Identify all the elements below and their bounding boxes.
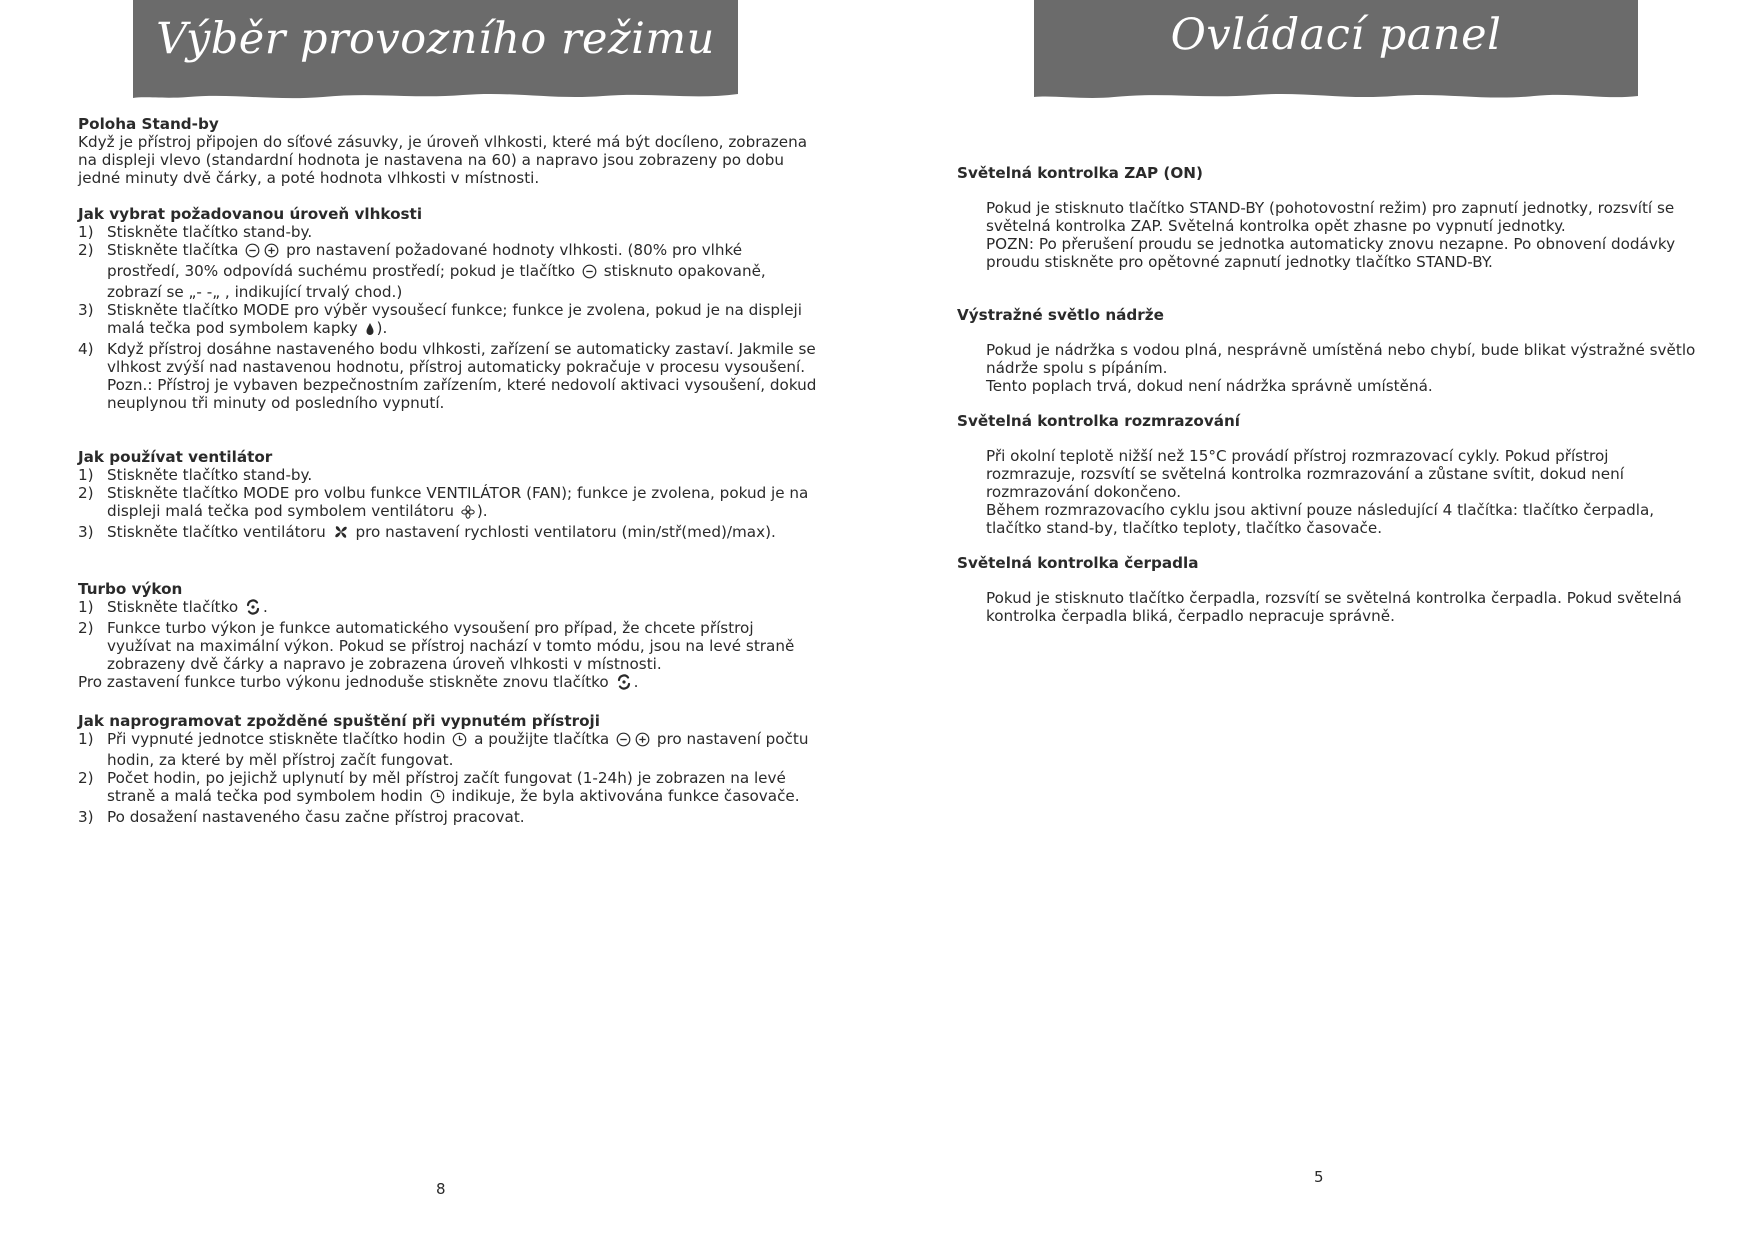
fan-title: Jak používat ventilátor xyxy=(78,448,273,466)
turbo-title: Turbo výkon xyxy=(78,580,183,598)
list-item: 3) Stiskněte tlačítko ventilátoru pro nastavení rychlosti ventilatoru (min/stř(med)/max). xyxy=(78,523,818,544)
list-item: 2) Stiskněte tlačítka pro nastavení požadované hodnoty vlhkosti. (80% pro vlhké prostředí, 30% odpovídá suchému prostředí; pokud je tlačítko stisknuto opakovaně, zobrazí se „- -„ , indikující trvalý chod.) xyxy=(78,241,766,301)
list-item: 1) Stiskněte tlačítko . xyxy=(78,598,818,619)
list-item: 2) Stiskněte tlačítko MODE pro volbu funkce VENTILÁTOR (FAN); funkce je zvolena, pokud je na displeji malá tečka pod symbolem ventilátoru ). xyxy=(78,484,818,523)
section-title: Světelná kontrolka rozmrazování xyxy=(957,412,1240,430)
minus-circle-icon xyxy=(582,264,597,283)
plus-circle-icon xyxy=(635,732,650,751)
timer-list xyxy=(78,730,818,826)
left-banner xyxy=(133,0,738,92)
minus-circle-icon xyxy=(616,732,631,751)
page-number: 8 xyxy=(436,1180,446,1198)
standby-title: Poloha Stand-by xyxy=(78,115,219,133)
right-banner-title: Ovládací panel xyxy=(1170,10,1502,60)
fan-list xyxy=(78,466,818,544)
plus-circle-icon xyxy=(264,243,279,262)
tank-warning-section xyxy=(957,306,1702,395)
turbo-stop-text: Pro zastavení funkce turbo výkonu jednoduše stiskněte znovu tlačítko . xyxy=(78,673,818,694)
clock-icon xyxy=(452,732,467,751)
pump-light-section xyxy=(957,554,1702,625)
section-title: Světelná kontrolka ZAP (ON) xyxy=(957,164,1203,182)
clock-icon xyxy=(430,789,445,808)
section-text: Při okolní teplotě nižší než 15°C provádí přístroj rozmrazovací cykly. Pokud přístroj rozmrazuje, rozsvítí se světelná kontrolka rozmrazování a zůstane svítit, dokud není rozmrazování dokončeno. Během rozmrazovacího cyklu jsou aktivní pouze následující 4 tlačítka: tlačítko čerpadla, tlačítko stand-by, tlačítko teploty, tlačítko časovače. xyxy=(986,447,1655,537)
left-banner-title: Výběr provozního režimu xyxy=(156,14,715,64)
section-title: Světelná kontrolka čerpadla xyxy=(957,554,1199,572)
page-number: 5 xyxy=(1314,1168,1324,1186)
safety-note: Pozn.: Přístroj je vybaven bezpečnostním zařízením, které nedovolí aktivaci vysoušení, dokud neuplynou tři minuty od posledního vypnutí. xyxy=(107,376,817,412)
list-item: 1) Při vypnuté jednotce stiskněte tlačítko hodin a použijte tlačítka pro nastavení počtu hodin, za které by měl přístroj začít fungovat. xyxy=(78,730,809,769)
turbo-icon xyxy=(616,674,632,694)
left-content xyxy=(78,115,818,826)
right-page xyxy=(877,0,1754,1240)
list-item: 1) Stiskněte tlačítko stand-by. xyxy=(78,223,313,241)
section-text: Pokud je stisknuto tlačítko STAND-BY (pohotovostní režim) pro zapnutí jednotky, rozsvítí se světelná kontrolka ZAP. Světelná kontrolka opět zhasne po vypnutí jednotky. POZN: Po přerušení proudu se jednotka automaticky znovu nezapne. Po obnovení dodávky proudu stiskněte pro opětovné zapnutí jednotky tlačítko STAND-BY. xyxy=(986,199,1676,271)
humidity-list xyxy=(78,223,818,412)
timer-title: Jak naprogramovat zpožděné spuštění při vypnutém přístroji xyxy=(78,712,600,730)
water-drop-icon xyxy=(365,322,375,340)
right-content xyxy=(957,164,1702,625)
turbo-list xyxy=(78,598,818,673)
section-text: Pokud je stisknuto tlačítko čerpadla, rozsvítí se světelná kontrolka čerpadla. Pokud světelná kontrolka čerpadla bliká, čerpadlo nepracuje správně. xyxy=(986,589,1682,625)
right-banner xyxy=(1034,0,1638,92)
fan-outline-icon xyxy=(461,505,475,523)
banner-wave-edge xyxy=(133,88,738,102)
minus-circle-icon xyxy=(245,243,260,262)
fan-icon xyxy=(333,524,349,544)
section-text: Pokud je nádržka s vodou plná, nesprávně umístěná nebo chybí, bude blikat výstražné světlo nádrže spolu s pípáním. Tento poplach trvá, dokud není nádržka správně umístěná. xyxy=(986,341,1696,395)
banner-wave-edge xyxy=(1034,88,1638,102)
list-item: 2) Funkce turbo výkon je funkce automatického vysoušení pro případ, že chcete přístroj využívat na maximální výkon. Pokud se přístroj nachází v tomto módu, jsou na levé straně zobrazeny dvě čárky a napravo je zobrazena úroveň vlhkosti v místnosti. xyxy=(78,619,795,673)
section-title: Výstražné světlo nádrže xyxy=(957,306,1164,324)
humidity-title: Jak vybrat požadovanou úroveň vlhkosti xyxy=(78,205,423,223)
list-item: 2) Počet hodin, po jejichž uplynutí by měl přístroj začít fungovat (1-24h) je zobrazen na levé straně a malá tečka pod symbolem hodin indikuje, že byla aktivována funkce časovače. xyxy=(78,769,818,808)
turbo-icon xyxy=(245,599,261,619)
list-item: 3) Stiskněte tlačítko MODE pro výběr vysoušecí funkce; funkce je zvolena, pokud je na displeji malá tečka pod symbolem kapky ). xyxy=(78,301,818,340)
list-item: 3) Po dosažení nastaveného času začne přístroj pracovat. xyxy=(78,808,525,826)
defrost-light-section xyxy=(957,412,1702,537)
on-light-section xyxy=(957,164,1702,271)
list-item: 1) Stiskněte tlačítko stand-by. xyxy=(78,466,313,484)
standby-text: Když je přístroj připojen do síťové zásuvky, je úroveň vlhkosti, které má být docíleno, zobrazena na displeji vlevo (standardní hodnota je nastavena na 60) a napravo jsou zobrazeny po dobu jedné minuty dvě čárky, a poté hodnota vlhkosti v místnosti. xyxy=(78,133,808,187)
list-item: 4) Když přístroj dosáhne nastaveného bodu vlhkosti, zařízení se automaticky zastaví. Jakmile se vlhkost zvýší nad nastavenou hodnotu, přístroj automaticky pokračuje v procesu vysoušení. Pozn.: Přístroj je vybaven bezpečnostním zařízením, které nedovolí aktivaci vysoušení, dokud neuplynou tři minuty od posledního vypnutí. xyxy=(78,340,817,412)
